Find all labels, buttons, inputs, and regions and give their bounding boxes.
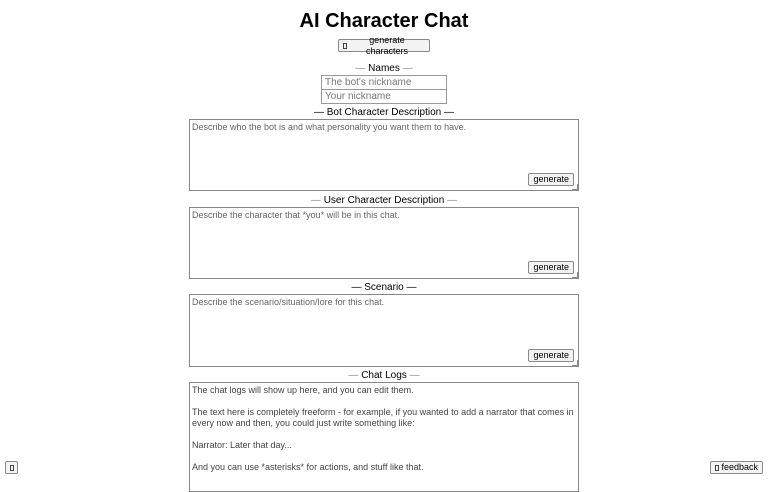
page-title: AI Character Chat — [299, 10, 469, 32]
user-nickname-input[interactable] — [321, 89, 447, 104]
bot-description-section — [189, 119, 579, 191]
chat-logs-editor[interactable] — [189, 382, 579, 492]
scenario-section — [189, 294, 579, 367]
bot-nickname-input[interactable] — [321, 75, 447, 90]
feedback-button[interactable] — [710, 461, 763, 474]
user-description-section — [189, 207, 579, 279]
bot-description-heading: — Bot Character Description — — [313, 107, 455, 118]
generate-characters-label: generate characters — [365, 34, 408, 56]
chat-log-line: And you can use *asterisks* for actions, and stuff like that. — [192, 462, 424, 472]
bot-description-label: Bot Character Description — [326, 107, 442, 118]
glyph-icon — [343, 43, 347, 49]
chat-log-line: The chat logs will show up here, and you can edit them. — [192, 385, 414, 395]
glyph-icon — [715, 465, 719, 471]
glyph-icon — [10, 465, 14, 471]
scenario-heading: — Scenario — — [351, 282, 417, 293]
bot-description-textarea[interactable] — [189, 119, 579, 191]
user-description-heading: — User Character Description — — [310, 195, 458, 206]
chat-logs-label: Chat Logs — [361, 370, 407, 381]
corner-menu-button[interactable] — [5, 461, 18, 474]
names-label: Names — [368, 63, 400, 74]
chat-log-line: Narrator: Later that day... — [192, 440, 292, 450]
user-description-label: User Character Description — [323, 195, 445, 206]
scenario-textarea[interactable] — [189, 294, 579, 367]
feedback-label: feedback — [721, 462, 758, 472]
chat-logs-heading: — Chat Logs — — [348, 370, 420, 381]
chat-log-line: The text here is completely freeform - for example, if you wanted to add a narrator that comes in every now and then, you could just write something like: — [192, 407, 574, 428]
scenario-label: Scenario — [364, 282, 404, 293]
generate-user-description-button[interactable]: generate — [528, 261, 574, 274]
user-description-textarea[interactable] — [189, 207, 579, 279]
resize-handle[interactable] — [572, 272, 578, 278]
generate-scenario-button[interactable]: generate — [528, 349, 574, 362]
generate-bot-description-button[interactable]: generate — [528, 173, 574, 186]
resize-handle[interactable] — [572, 184, 578, 190]
names-heading: — Names — — [355, 63, 413, 74]
generate-characters-button[interactable] — [338, 34, 430, 56]
resize-handle[interactable] — [572, 360, 578, 366]
